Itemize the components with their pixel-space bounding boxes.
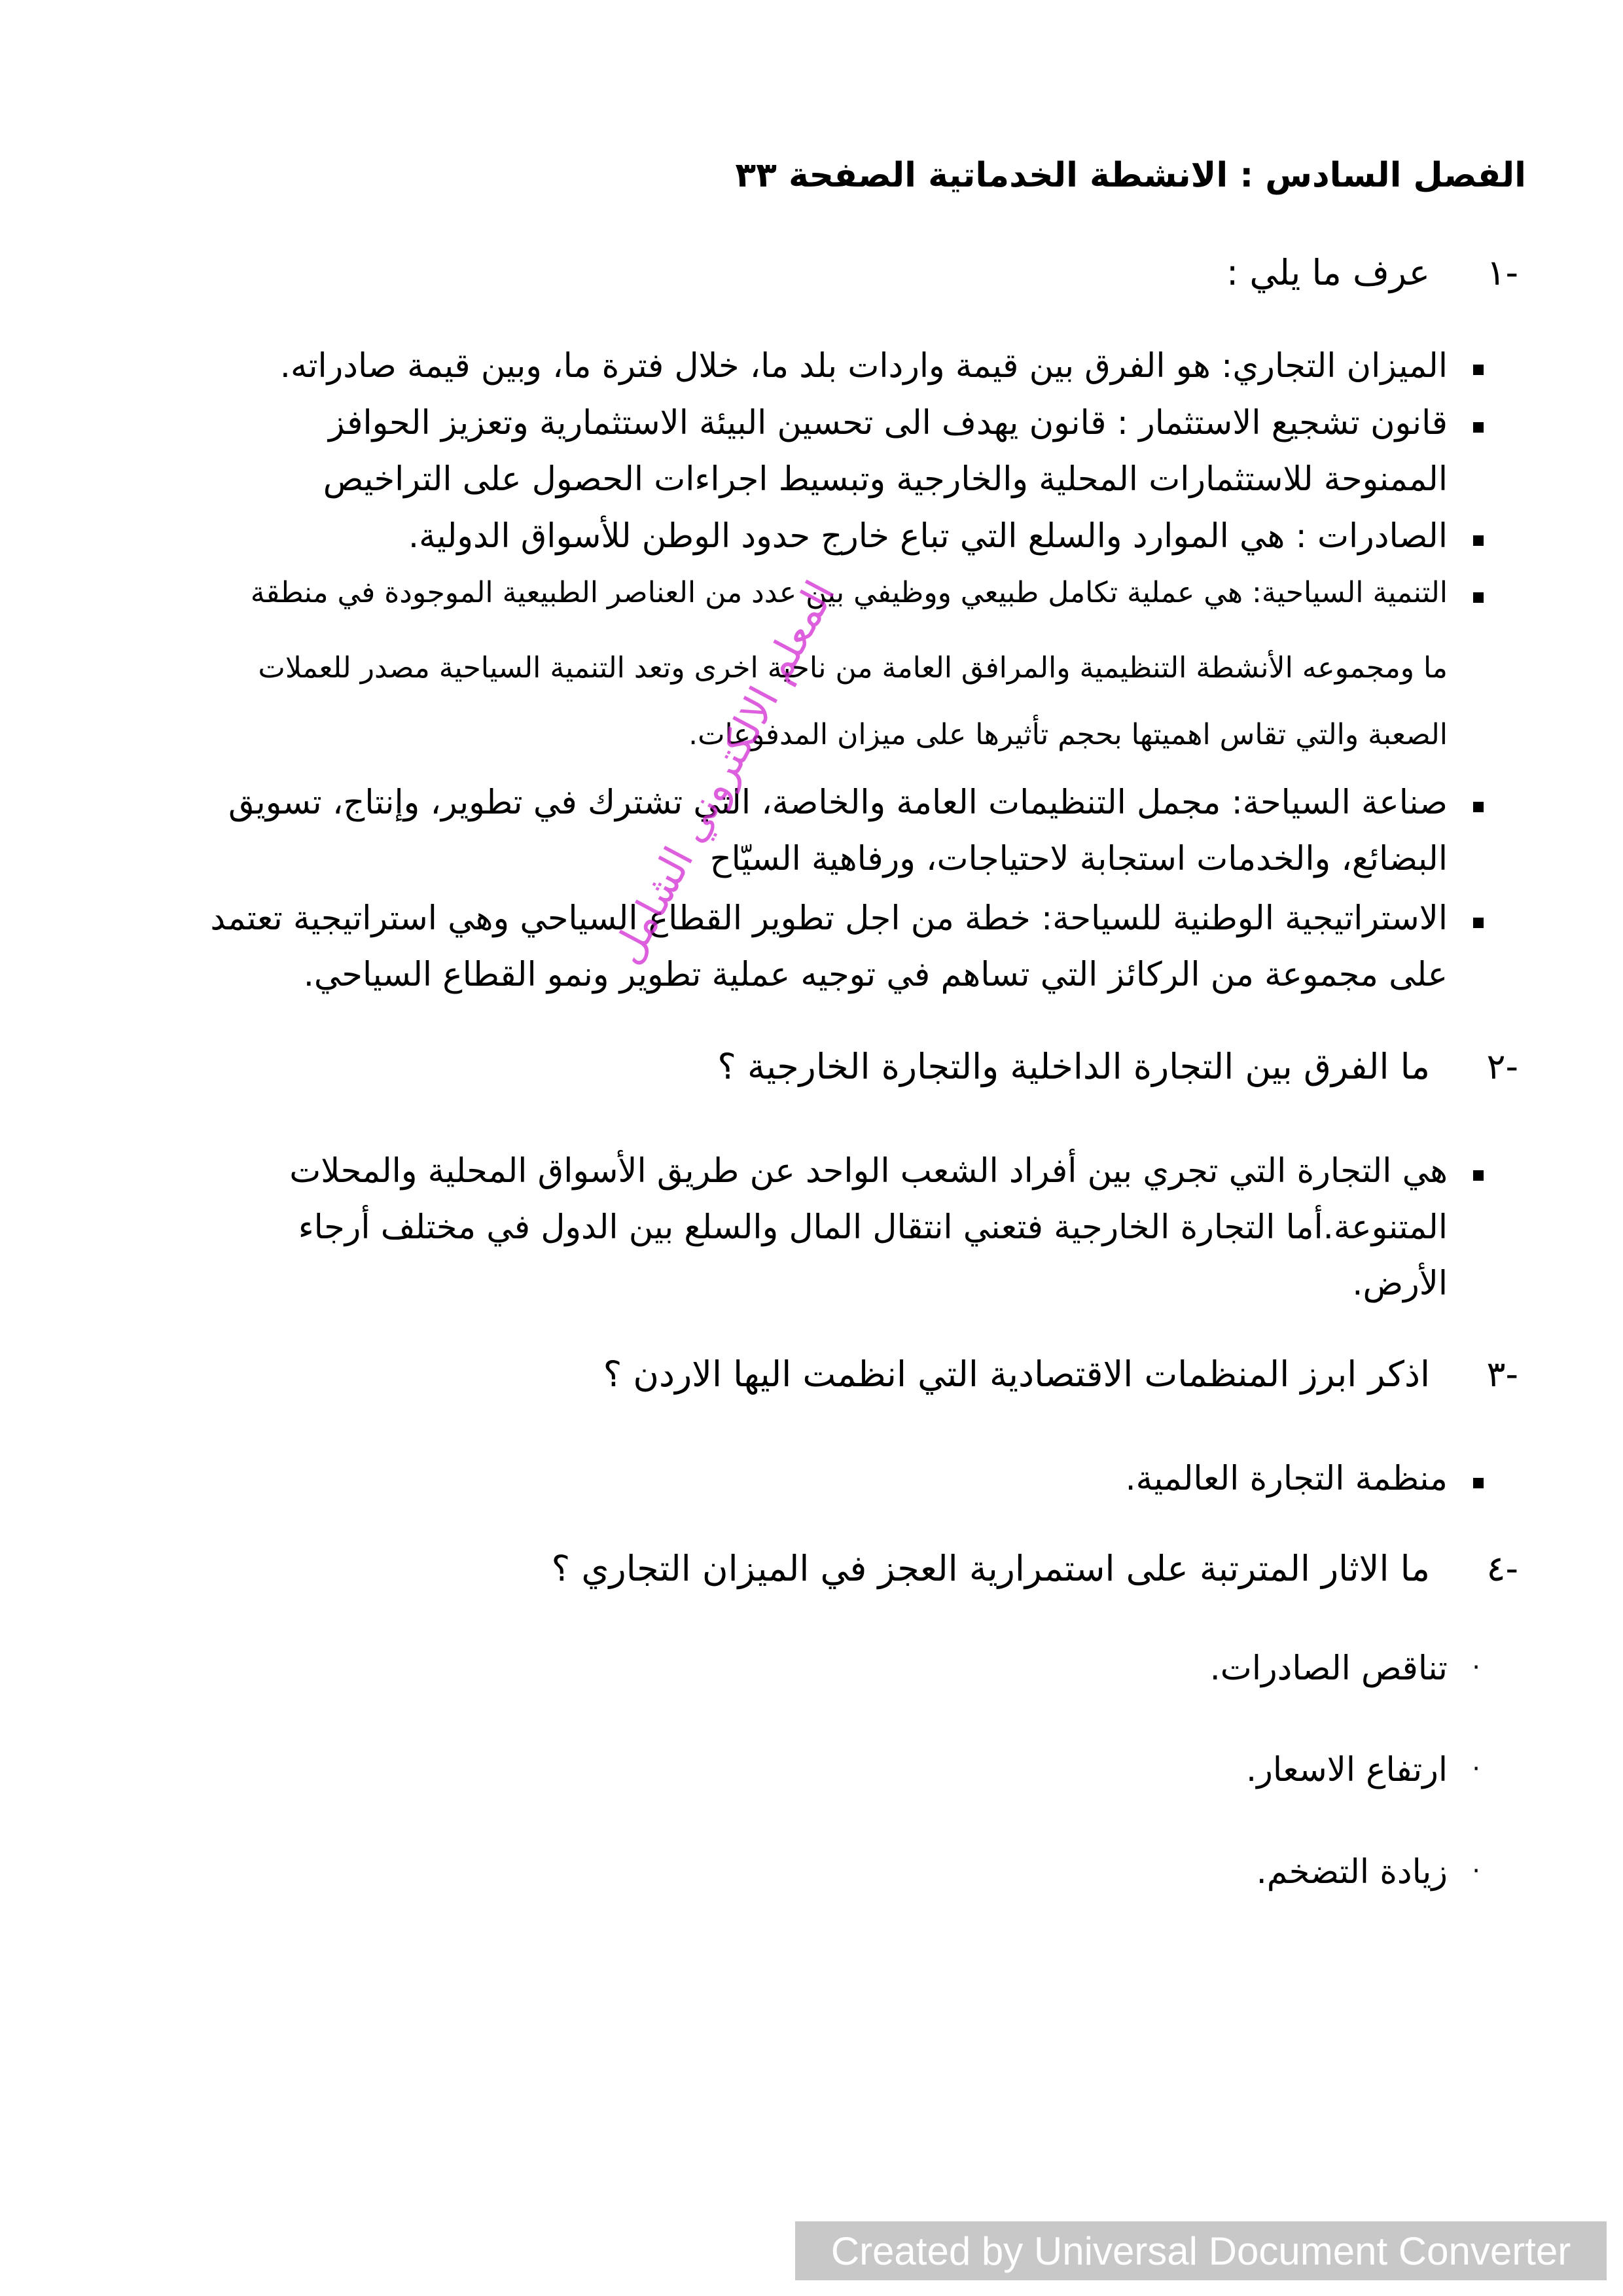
answer-line: ارتفاع الاسعار. <box>1246 1751 1448 1789</box>
bullet-icon <box>1473 918 1484 928</box>
answer-line: هي التجارة التي تجري بين أفراد الشعب الواحد عن طريق الأسواق المحلية والمحلات <box>289 1152 1448 1191</box>
bullet-icon <box>1473 802 1484 812</box>
dot-bullet-icon: · <box>1472 1856 1480 1886</box>
bullet-icon <box>1473 422 1484 433</box>
answer-line: منظمة التجارة العالمية. <box>1125 1460 1448 1498</box>
definition-line: الميزان التجاري: هو الفرق بين قيمة واردات بلد ما، خلال فترة ما، وبين قيمة صادراته. <box>279 347 1448 386</box>
question-number: -١ <box>1486 252 1518 293</box>
definition-line: التنمية السياحية: هي عملية تكامل طبيعي ووظيفي بين عدد من العناصر الطبيعية الموجودة في منطقة <box>250 576 1448 609</box>
question-text: ما الفرق بين التجارة الداخلية والتجارة الخارجية ؟ <box>717 1046 1430 1087</box>
definition-line: على مجموعة من الركائز التي تساهم في توجيه عملية تطوير ونمو القطاع السياحي. <box>303 956 1448 994</box>
definition-line: الممنوحة للاستثمارات المحلية والخارجية وتبسيط اجراءات الحصول على التراخيص <box>323 460 1448 499</box>
definition-line: صناعة السياحة: مجمل التنظيمات العامة والخاصة، التي تشترك في تطوير، وإنتاج، تسويق <box>228 783 1448 822</box>
answer-line: زيادة التضخم. <box>1256 1853 1448 1892</box>
bullet-icon <box>1473 535 1484 546</box>
watermark-text: المعلم الالكتروني الشامل <box>602 573 845 972</box>
definition-line: الاستراتيجية الوطنية للسياحة: خطة من اجل تطوير القطاع السياحي وهي استراتيجية تعتمد <box>210 899 1448 938</box>
converter-footer: Created by Universal Document Converter <box>795 2221 1607 2280</box>
question-text: اذكر ابرز المنظمات الاقتصادية التي انظمت اليها الاردن ؟ <box>603 1354 1430 1395</box>
definition-line: ما ومجموعه الأنشطة التنظيمية والمرافق العامة من ناحية اخرى وتعد التنمية السياحية مصدر للعملات <box>258 651 1448 685</box>
definition-line: الصادرات : هي الموارد والسلع التي تباع خارج حدود الوطن للأسواق الدولية. <box>408 517 1448 556</box>
bullet-icon <box>1473 1170 1484 1181</box>
definition-line: الصعبة والتي تقاس اهميتها بحجم تأثيرها على ميزان المدفوعات. <box>688 718 1448 751</box>
bullet-icon <box>1473 365 1484 375</box>
dot-bullet-icon: · <box>1472 1754 1480 1784</box>
bullet-icon <box>1473 1478 1484 1488</box>
dot-bullet-icon: · <box>1472 1653 1480 1683</box>
question-text: ما الاثار المترتبة على استمرارية العجز في الميزان التجاري ؟ <box>551 1548 1430 1589</box>
bullet-icon <box>1473 592 1484 603</box>
definition-line: قانون تشجيع الاستثمار : قانون يهدف الى تحسين البيئة الاستثمارية وتعزيز الحوافز <box>328 404 1448 442</box>
question-number: -٣ <box>1486 1354 1518 1395</box>
answer-line: تناقص الصادرات. <box>1209 1649 1448 1688</box>
question-number: -٢ <box>1486 1046 1518 1087</box>
definition-line: البضائع، والخدمات استجابة لاحتياجات، ورفاهية السيّاح <box>709 840 1448 878</box>
question-text: عرف ما يلي : <box>1226 252 1430 293</box>
answer-line: الأرض. <box>1352 1265 1448 1303</box>
question-number: -٤ <box>1486 1548 1518 1589</box>
answer-line: المتنوعة.أما التجارة الخارجية فتعني انتقال المال والسلع بين الدول في مختلف أرجاء <box>298 1208 1448 1247</box>
page-title: الفصل السادس : الانشطة الخدماتية الصفحة ٣٣ <box>735 156 1526 195</box>
